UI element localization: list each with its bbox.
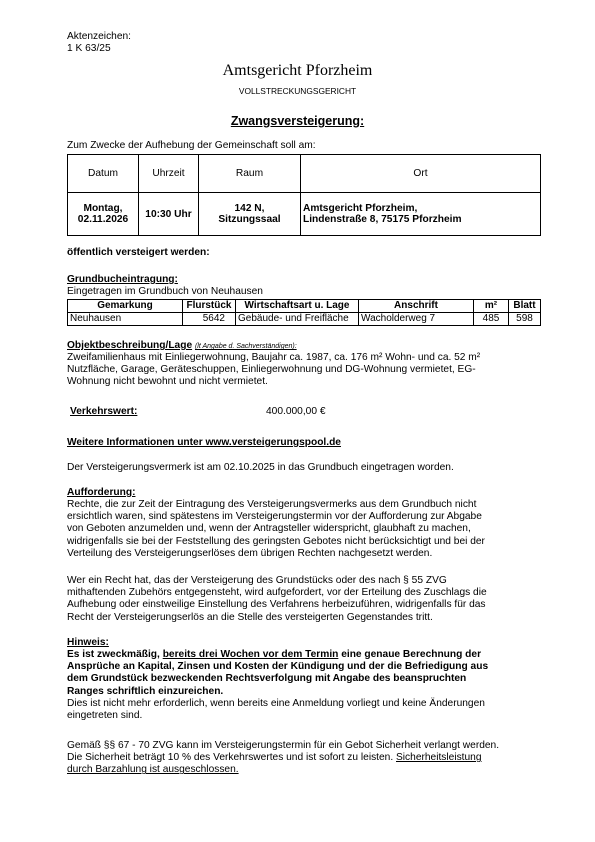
schedule-date: Montag, 02.11.2026 <box>68 193 139 236</box>
land-register-heading: Grundbucheintragung: <box>67 274 178 285</box>
notice-heading: Hinweis: <box>67 637 109 648</box>
lr-wirtschaftsart: Gebäude- und Freifläche <box>236 313 359 326</box>
request-heading: Aufforderung: <box>67 487 136 498</box>
object-heading: Objektbeschreibung/Lage <box>67 340 193 351</box>
page-title: Zwangsversteigerung: <box>230 114 365 128</box>
intro-text: Zum Zwecke der Aufhebung der Gemeinschaft soll am: <box>67 140 316 151</box>
file-number: 1 K 63/25 <box>67 43 111 54</box>
security-text: Gemäß §§ 67 - 70 ZVG kann im Versteigerungstermin für ein Gebot Sicherheit verlangt werden. Die Sicherheit beträgt 10 % des Verkehrswertes und ist sofort zu leisten. Sicherheitsleistung durch Barzahlung ist ausgeschlossen. <box>67 740 500 776</box>
object-description: Zweifamilienhaus mit Einliegerwohnung, Baujahr ca. 1987, ca. 176 m² Wohn- und ca. 52 m² Nutzfläche, Garage, Geräteschuppen, Einliegerwohnung und DG-Wohnung vermietet, EG- Wohnung nicht bewohnt und nicht vermietet. <box>67 352 481 388</box>
request-paragraph-1: Rechte, die zur Zeit der Eintragung des Versteigerungsvermerks aus dem Grundbuch nicht ersichtlich waren, sind spätestens im Versteigerungstermin vor der Aufforderung zur Abgabe von Geboten anzumelden und, wenn der Antragsteller widerspricht, glaubhaft zu machen, widrigenfalls sie bei der Feststellung des geringsten Gebotes nicht berücksichtigt und bei der Verteilung des Versteigerungserlöses dem übrigen Rechten nachgesetzt werden. <box>67 499 485 559</box>
lr-header-blatt: Blatt <box>509 300 541 313</box>
value-label: Verkehrswert: <box>70 406 138 417</box>
lr-blatt: 598 <box>509 313 541 326</box>
lr-area: 485 <box>474 313 509 326</box>
schedule-header-place: Ort <box>301 155 541 193</box>
land-register-subheading: Eingetragen im Grundbuch von Neuhausen <box>67 286 263 297</box>
schedule-table <box>67 154 541 236</box>
more-info-link[interactable]: Weitere Informationen unter www.versteigerungspool.de <box>67 437 341 448</box>
schedule-room: 142 N, Sitzungssaal <box>199 193 301 236</box>
schedule-header-time: Uhrzeit <box>139 155 199 193</box>
request-paragraph-2: Wer ein Recht hat, das der Versteigerung des Grundstücks oder des nach § 55 ZVG mithaftenden Zubehörs entgegensteht, wird aufgefordert, vor der Erteilung des Zuschlags die Aufhebung oder einstweilige Einstellung des Verfahrens herbeizuführen, widrigenfalls für das Recht der Versteigerungserlös an die Stelle des versteigerten Gegenstandes tritt. <box>67 575 487 623</box>
notice-plain-text: Dies ist nicht mehr erforderlich, wenn bereits eine Anmeldung vorliegt und keine Änderungen eingetreten sind. <box>67 698 485 722</box>
schedule-place: Amtsgericht Pforzheim, Lindenstraße 8, 75175 Pforzheim <box>301 193 541 236</box>
schedule-time: 10:30 Uhr <box>139 193 199 236</box>
lr-flurstueck: 5642 <box>183 313 236 326</box>
lr-header-anschrift: Anschrift <box>359 300 474 313</box>
object-note: (lt Angabe d. Sachverständigen): <box>194 343 297 350</box>
value-amount: 400.000,00 € <box>266 406 326 417</box>
lr-gemarkung: Neuhausen <box>68 313 183 326</box>
registration-note: Der Versteigerungsvermerk ist am 02.10.2025 in das Grundbuch eingetragen worden. <box>67 462 454 473</box>
auctioned-text: öffentlich versteigert werden: <box>67 247 210 258</box>
land-register-table <box>67 299 541 326</box>
schedule-header-room: Raum <box>199 155 301 193</box>
object-heading-line <box>67 340 297 351</box>
lr-header-wirtschaftsart: Wirtschaftsart u. Lage <box>236 300 359 313</box>
lr-header-gemarkung: Gemarkung <box>68 300 183 313</box>
court-department: VOLLSTRECKUNGSGERICHT <box>238 86 357 96</box>
court-name: Amtsgericht Pforzheim <box>222 62 373 79</box>
notice-bold-text: Es ist zweckmäßig, bereits drei Wochen vor dem Termin eine genaue Berechnung der Ansprüche an Kapital, Zinsen und Kosten der Kündigung und der die Befriedigung aus dem Grundstück bezweckenden Rechtsverfolgung mit Angabe des beanspruchten Ranges schriftlich einzureichen. <box>67 649 489 697</box>
lr-header-area: m² <box>474 300 509 313</box>
file-label: Aktenzeichen: <box>67 31 131 42</box>
schedule-header-date: Datum <box>68 155 139 193</box>
lr-header-flurstueck: Flurstück <box>183 300 236 313</box>
lr-anschrift: Wacholderweg 7 <box>359 313 474 326</box>
